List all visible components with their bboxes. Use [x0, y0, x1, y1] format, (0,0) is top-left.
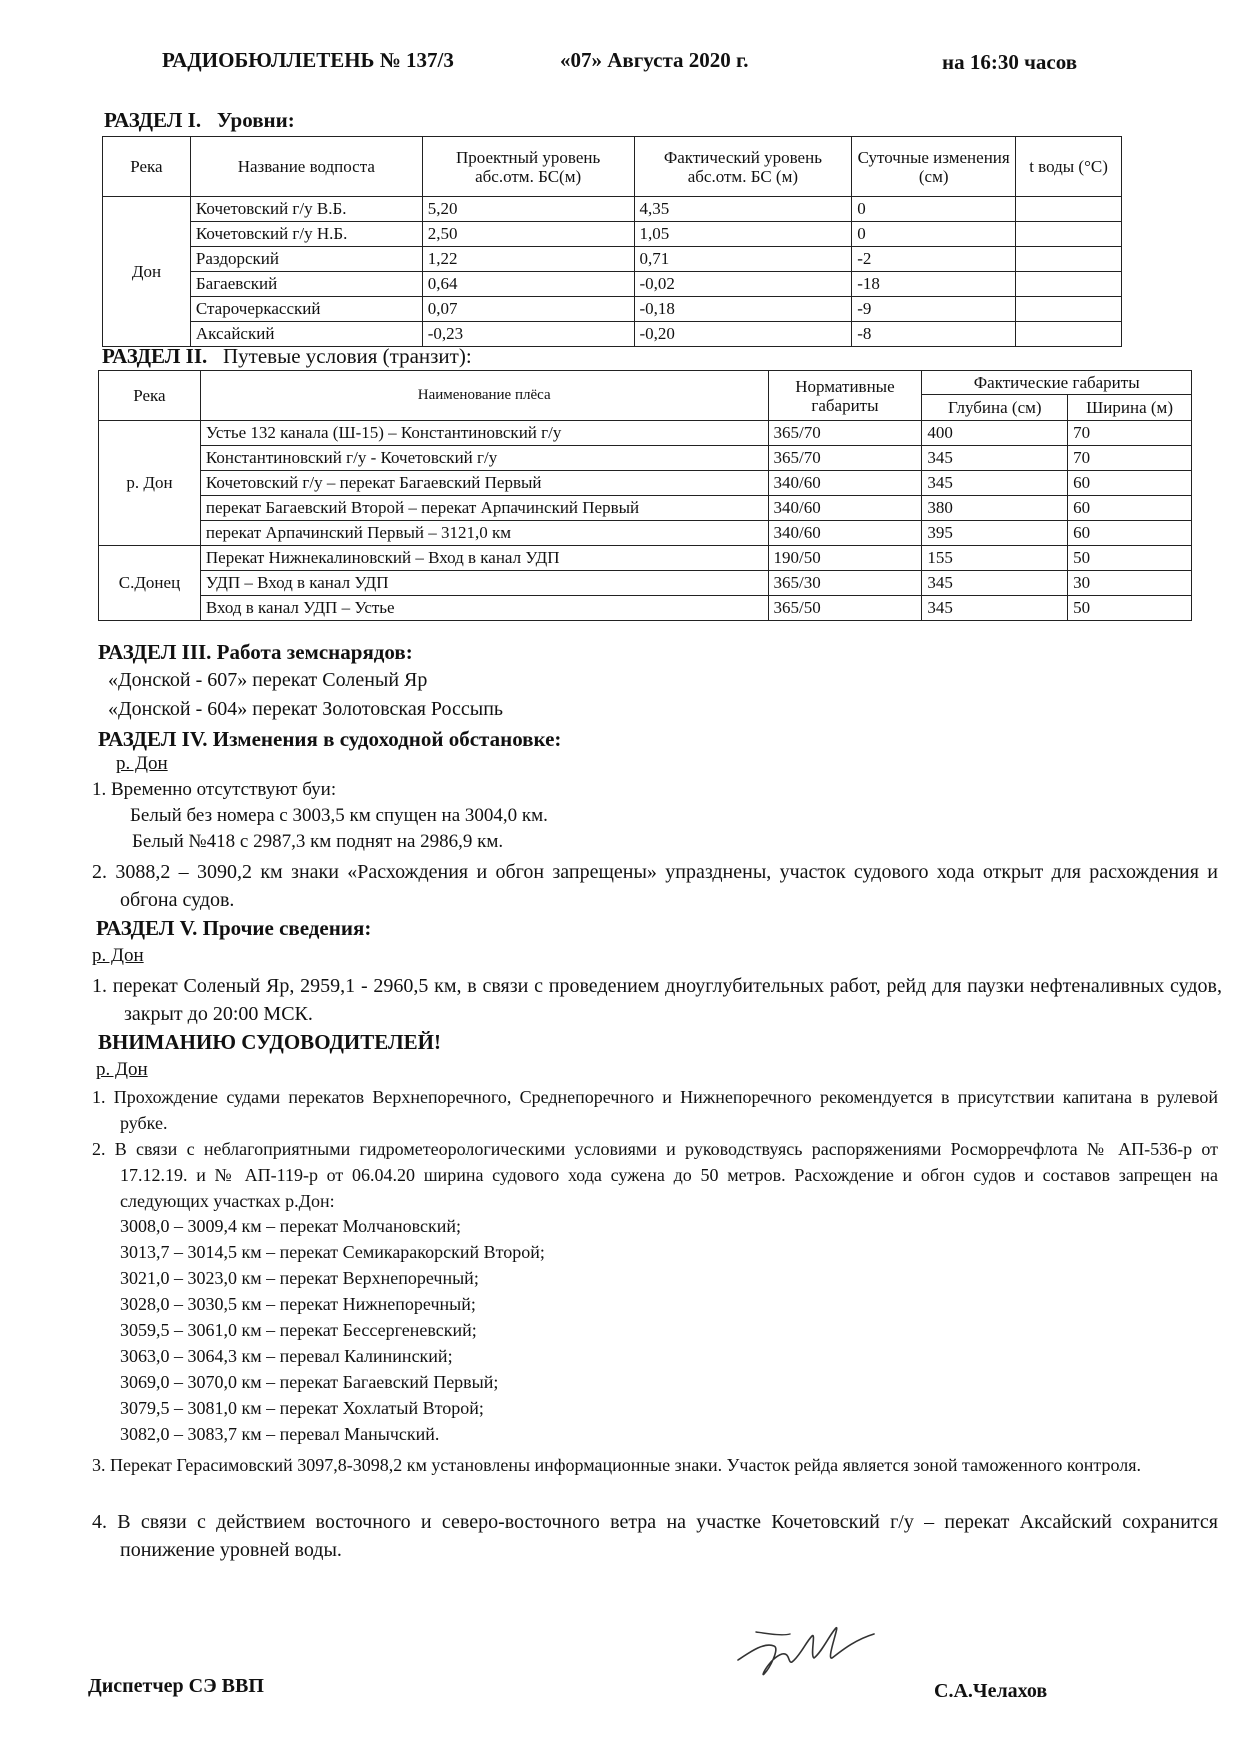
post-cell: Раздорский [190, 247, 422, 272]
section-4-title: РАЗДЕЛ IV. Изменения в судоходной обстановке: [98, 727, 562, 751]
col-header-river: Река [99, 371, 201, 421]
project-cell: 5,20 [422, 197, 634, 222]
change-cell: -8 [852, 322, 1016, 347]
norm-cell: 365/70 [768, 421, 922, 446]
width-cell: 70 [1068, 446, 1192, 471]
post-cell: Старочеркасский [190, 297, 422, 322]
levels-table [102, 136, 1122, 347]
section-4-item-2: 2. 3088,2 – 3090,2 км знаки «Расхождения и обгон запрещены» упразднены, участок судового хода открыт для расхождения и обгона судов. [92, 861, 1218, 911]
norm-cell: 340/60 [768, 521, 922, 546]
bulletin-date: «07» Августа 2020 г. [560, 48, 749, 72]
change-cell: -9 [852, 297, 1016, 322]
project-cell: -0,23 [422, 322, 634, 347]
stretch-cell: перекат Арпачинский Первый – 3121,0 км [200, 521, 768, 546]
section-2-name: Путевые условия (транзит): [223, 344, 472, 368]
post-cell: Кочетовский г/у Н.Б. [190, 222, 422, 247]
table-row [103, 297, 1122, 322]
col-header-water-temp: t воды (°С) [1016, 137, 1122, 197]
dredger-line-1: «Донской - 607» перекат Соленый Яр [108, 669, 428, 691]
section-2-title [102, 344, 472, 369]
restricted-section-2: 3013,7 – 3014,5 км – перекат Семикаракорский Второй; [120, 1242, 545, 1262]
norm-cell: 340/60 [768, 471, 922, 496]
stretch-cell: Устье 132 канала (Ш-15) – Константиновский г/у [200, 421, 768, 446]
col-header-fact: Фактические габариты [922, 371, 1192, 395]
restricted-section-4: 3028,0 – 3030,5 км – перекат Нижнепоречный; [120, 1294, 476, 1314]
width-cell: 70 [1068, 421, 1192, 446]
col-header-stretch: Наименование плёса [200, 371, 768, 421]
temp-cell [1016, 197, 1122, 222]
attention-item-3: 3. Перекат Герасимовский 3097,8-3098,2 км установлены информационные знаки. Участок рейда является зоной таможенного контроля. [92, 1455, 1142, 1475]
width-cell: 50 [1068, 546, 1192, 571]
section-2-number: РАЗДЕЛ II. [102, 344, 208, 368]
table-row [99, 521, 1192, 546]
post-cell: Кочетовский г/у В.Б. [190, 197, 422, 222]
fact-cell: 4,35 [634, 197, 852, 222]
section-5-title: РАЗДЕЛ V. Прочие сведения: [96, 916, 372, 940]
table-row [103, 322, 1122, 347]
col-header-depth: Глубина (см) [922, 395, 1068, 421]
project-cell: 0,64 [422, 272, 634, 297]
project-cell: 1,22 [422, 247, 634, 272]
project-cell: 2,50 [422, 222, 634, 247]
col-header-post: Название водпоста [190, 137, 422, 197]
temp-cell [1016, 222, 1122, 247]
bulletin-title: РАДИОБЮЛЛЕТЕНЬ № 137/3 [162, 48, 454, 72]
col-header-norm: Нормативные габариты [768, 371, 922, 421]
section-3-title: РАЗДЕЛ III. Работа земснарядов: [98, 640, 413, 664]
depth-cell: 345 [922, 571, 1068, 596]
table-row [103, 247, 1122, 272]
river-cell: Дон [103, 197, 191, 347]
temp-cell [1016, 322, 1122, 347]
col-header-river: Река [103, 137, 191, 197]
restricted-section-1: 3008,0 – 3009,4 км – перекат Молчановский; [120, 1216, 461, 1236]
restricted-section-5: 3059,5 – 3061,0 км – перекат Бессергеневский; [120, 1320, 477, 1340]
restricted-section-9: 3082,0 – 3083,7 км – перевал Манычский. [120, 1424, 440, 1444]
table-row [103, 272, 1122, 297]
attention-river: р. Дон [96, 1059, 148, 1080]
depth-cell: 345 [922, 446, 1068, 471]
fact-cell: -0,18 [634, 297, 852, 322]
section-4-item-1-line-1: Белый без номера с 3003,5 км спущен на 3004,0 км. [130, 805, 548, 826]
depth-cell: 345 [922, 471, 1068, 496]
norm-cell: 340/60 [768, 496, 922, 521]
temp-cell [1016, 272, 1122, 297]
col-header-width: Ширина (м) [1068, 395, 1192, 421]
table-row [99, 471, 1192, 496]
fact-cell: -0,02 [634, 272, 852, 297]
norm-cell: 365/50 [768, 596, 922, 621]
section-5-river: р. Дон [92, 945, 144, 966]
depth-cell: 345 [922, 596, 1068, 621]
depth-cell: 395 [922, 521, 1068, 546]
table-row [99, 571, 1192, 596]
col-header-project-level: Проектный уровень абс.отм. БС(м) [422, 137, 634, 197]
project-cell: 0,07 [422, 297, 634, 322]
width-cell: 50 [1068, 596, 1192, 621]
change-cell: 0 [852, 222, 1016, 247]
stretch-cell: Кочетовский г/у – перекат Багаевский Первый [200, 471, 768, 496]
change-cell: -18 [852, 272, 1016, 297]
section-1-number: РАЗДЕЛ I. [104, 108, 202, 132]
river-cell: С.Донец [99, 546, 201, 621]
dispatcher-name: С.А.Челахов [934, 1680, 1048, 1702]
attention-title: ВНИМАНИЮ СУДОВОДИТЕЛЕЙ! [98, 1030, 441, 1054]
col-header-daily-change: Суточные изменения (см) [852, 137, 1016, 197]
table-row [103, 197, 1122, 222]
fact-cell: 0,71 [634, 247, 852, 272]
norm-cell: 365/70 [768, 446, 922, 471]
fact-cell: 1,05 [634, 222, 852, 247]
width-cell: 60 [1068, 471, 1192, 496]
depth-cell: 400 [922, 421, 1068, 446]
river-cell: р. Дон [99, 421, 201, 546]
stretch-cell: Вход в канал УДП – Устье [200, 596, 768, 621]
section-1-title [104, 108, 295, 133]
post-cell: Багаевский [190, 272, 422, 297]
restricted-section-6: 3063,0 – 3064,3 км – перевал Калининский; [120, 1346, 453, 1366]
norm-cell: 365/30 [768, 571, 922, 596]
width-cell: 30 [1068, 571, 1192, 596]
dispatcher-role: Диспетчер СЭ ВВП [88, 1675, 264, 1697]
stretch-cell: Перекат Нижнекалиновский – Вход в канал УДП [200, 546, 768, 571]
transit-table [98, 370, 1192, 621]
table-row [99, 546, 1192, 571]
bulletin-time: на 16:30 часов [942, 50, 1078, 74]
change-cell: -2 [852, 247, 1016, 272]
table-row [99, 596, 1192, 621]
section-5-item-1: 1. перекат Соленый Яр, 2959,1 - 2960,5 км, в связи с проведением дноуглубительных работ, рейд для паузки нефтеналивных судов, закрыт до 20:00 МСК. [92, 975, 1222, 1025]
stretch-cell: Константиновский г/у - Кочетовский г/у [200, 446, 768, 471]
stretch-cell: УДП – Вход в канал УДП [200, 571, 768, 596]
signature-image [730, 1612, 880, 1692]
norm-cell: 190/50 [768, 546, 922, 571]
width-cell: 60 [1068, 496, 1192, 521]
section-4-item-1-line-2: Белый №418 с 2987,3 км поднят на 2986,9 км. [132, 831, 504, 852]
depth-cell: 155 [922, 546, 1068, 571]
restricted-section-7: 3069,0 – 3070,0 км – перекат Багаевский Первый; [120, 1372, 499, 1392]
section-4-river: р. Дон [116, 753, 168, 774]
restricted-section-8: 3079,5 – 3081,0 км – перекат Хохлатый Второй; [120, 1398, 484, 1418]
col-header-fact-level: Фактический уровень абс.отм. БС (м) [634, 137, 852, 197]
temp-cell [1016, 297, 1122, 322]
dredger-line-2: «Донской - 604» перекат Золотовская Россыпь [108, 698, 504, 720]
post-cell: Аксайский [190, 322, 422, 347]
temp-cell [1016, 247, 1122, 272]
fact-cell: -0,20 [634, 322, 852, 347]
change-cell: 0 [852, 197, 1016, 222]
attention-item-2: 2. В связи с неблагоприятными гидрометеорологическими условиями и руководствуясь распоряжениями Росморречфлота № АП-536-р от 17.12.19. и № АП-119-р от 06.04.20 ширина судового хода сужена до 50 метров. Расхождение и обгон судов и составов запрещен на следующих участках р.Дон: [92, 1139, 1218, 1211]
table-row [99, 421, 1192, 446]
section-1-name: Уровни: [216, 108, 295, 132]
width-cell: 60 [1068, 521, 1192, 546]
depth-cell: 380 [922, 496, 1068, 521]
stretch-cell: перекат Багаевский Второй – перекат Арпачинский Первый [200, 496, 768, 521]
section-4-item-1: 1. Временно отсутствуют буи: [92, 779, 337, 800]
attention-item-1: 1. Прохождение судами перекатов Верхнепоречного, Среднепоречного и Нижнепоречного рекомендуется в присутствии капитана в рулевой рубке. [92, 1087, 1218, 1133]
table-row [99, 496, 1192, 521]
table-row [103, 222, 1122, 247]
table-row [99, 446, 1192, 471]
restricted-section-3: 3021,0 – 3023,0 км – перекат Верхнепоречный; [120, 1268, 479, 1288]
attention-item-4: 4. В связи с действием восточного и северо-восточного ветра на участке Кочетовский г/у – перекат Аксайский сохранится понижение уровней воды. [92, 1511, 1218, 1561]
